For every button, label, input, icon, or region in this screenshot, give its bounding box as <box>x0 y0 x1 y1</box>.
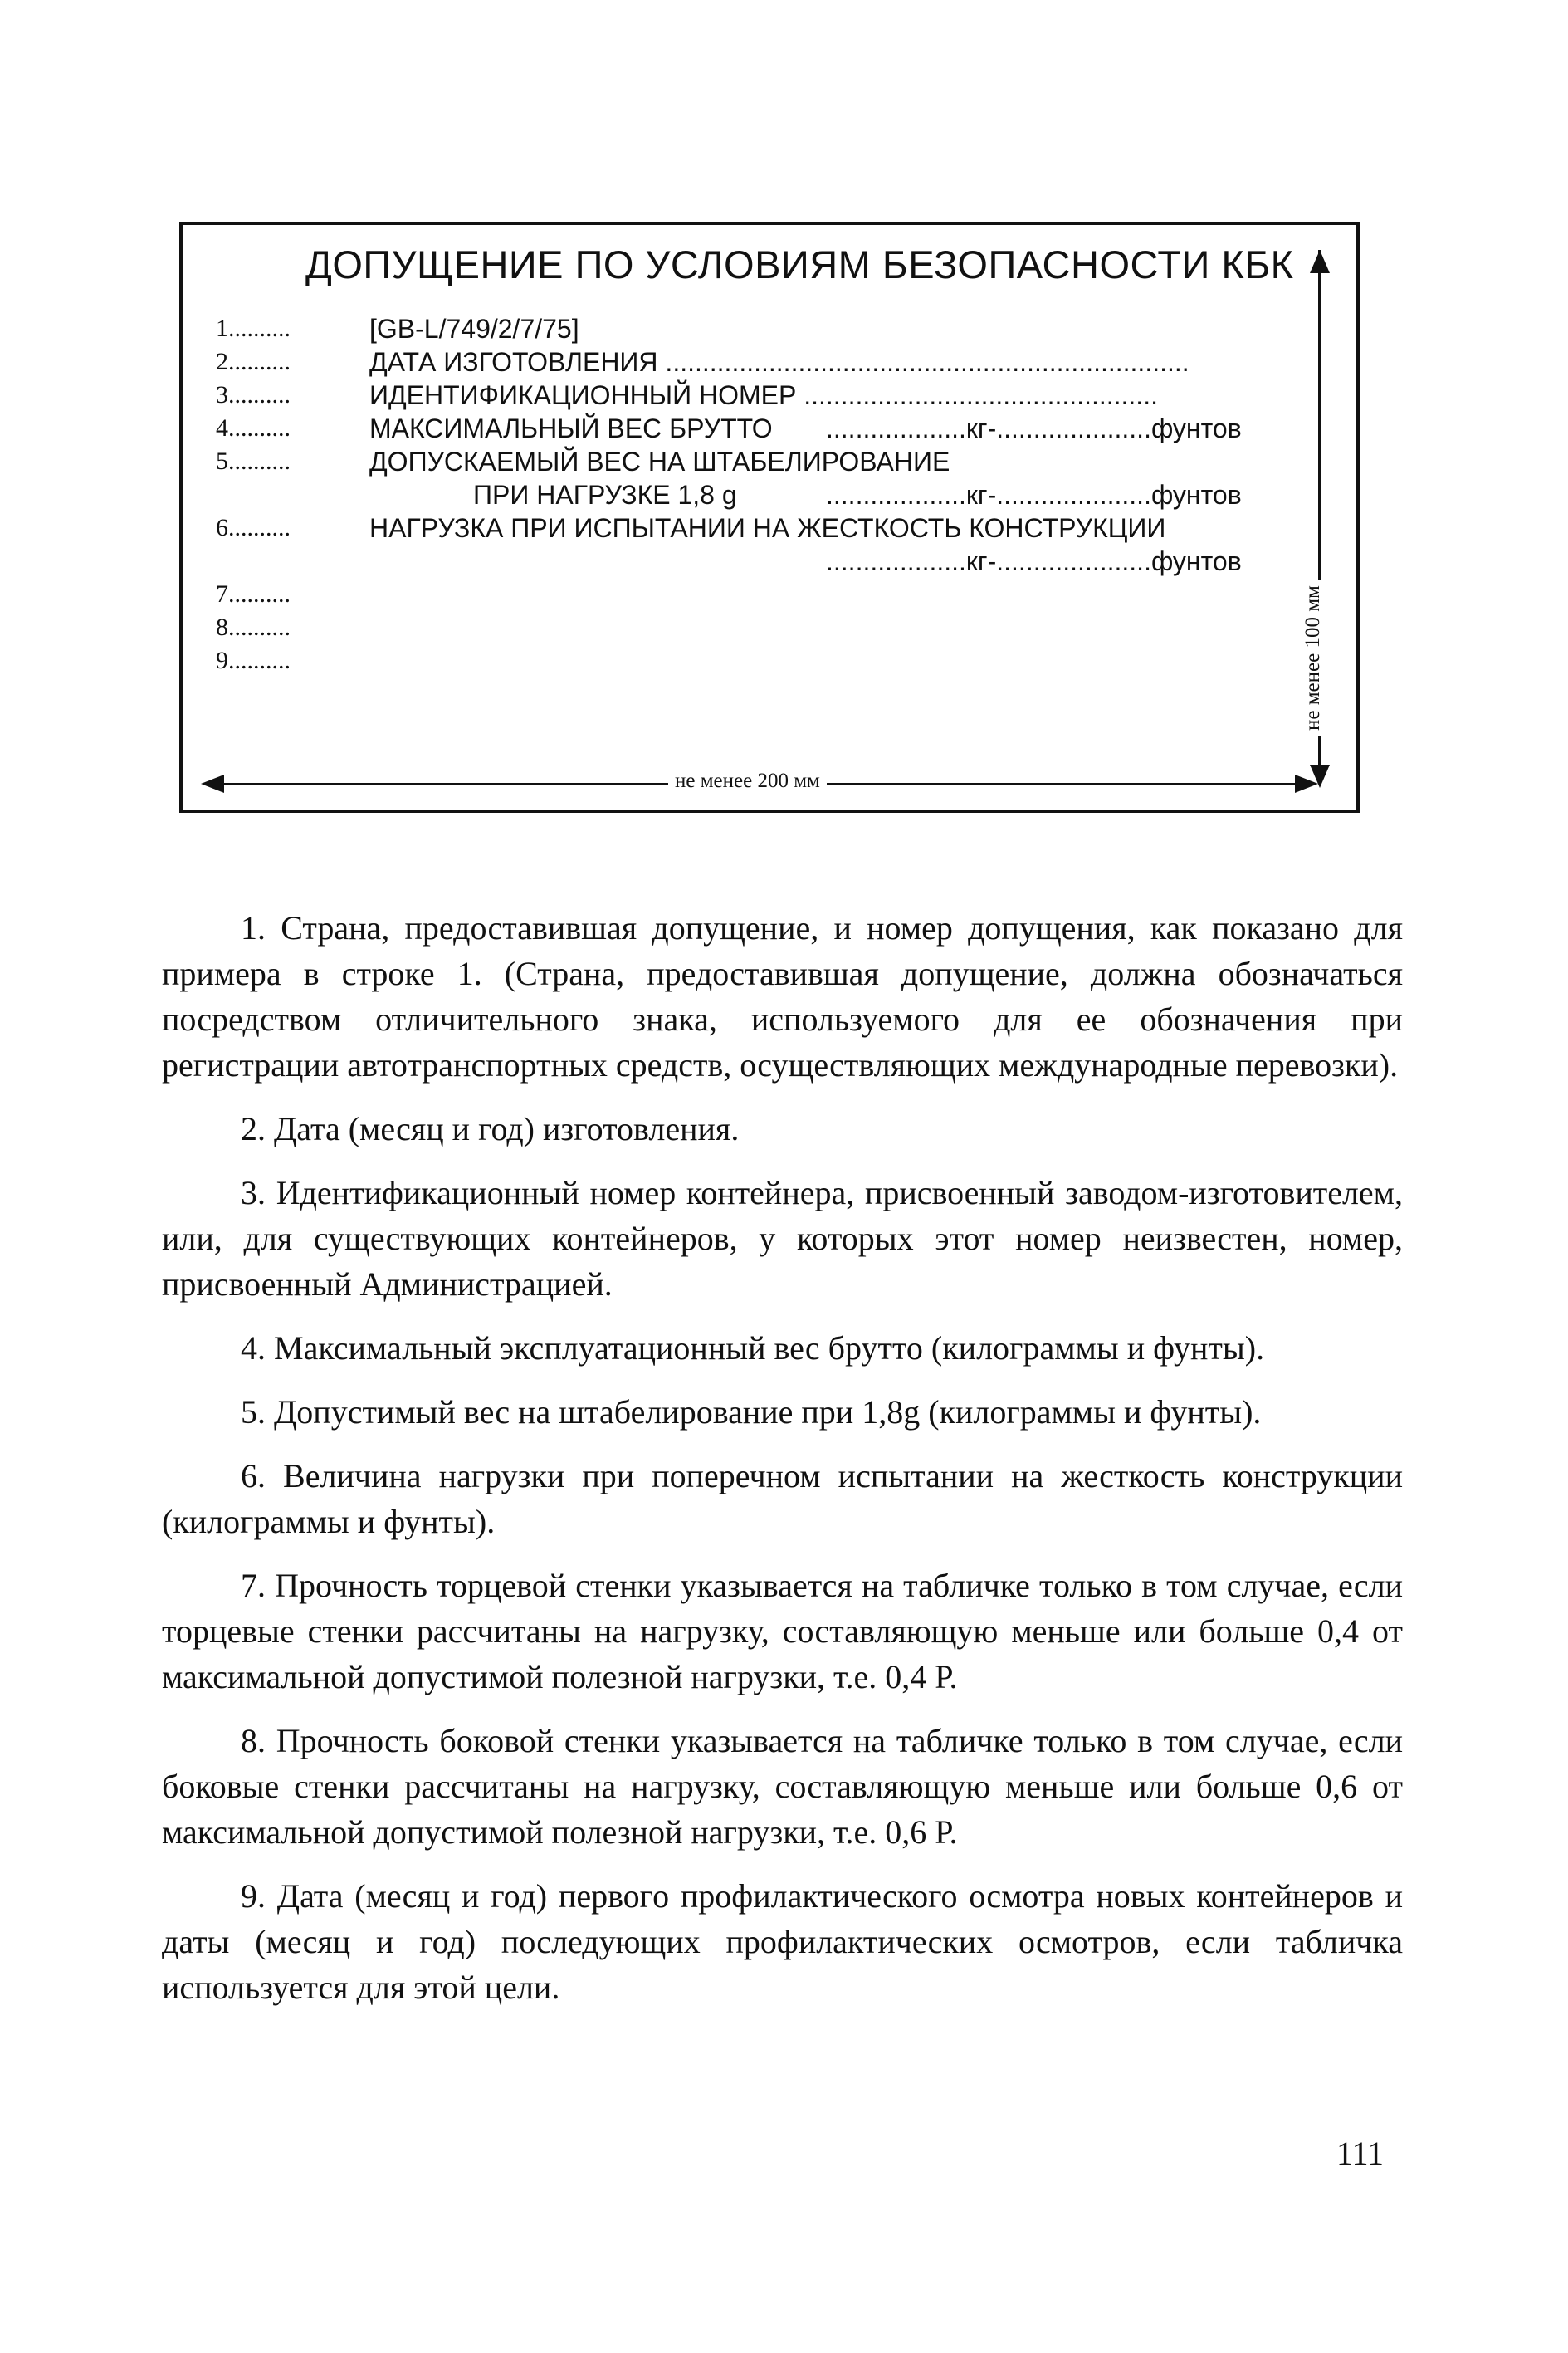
racking-test-load-field: НАГРУЗКА ПРИ ИСПЫТАНИИ НА ЖЕСТКОСТЬ КОНСТРУКЦИИ <box>369 513 1166 543</box>
line-number-9: 9.......... <box>216 647 291 674</box>
line-number-4: 4.......... <box>216 414 291 442</box>
line-number-1: 1.......... <box>216 315 291 342</box>
line-number-2: 2.......... <box>216 348 291 375</box>
approval-reference: [GB-L/749/2/7/75] <box>369 314 579 344</box>
stacking-load-label: ПРИ НАГРУЗКЕ 1,8 g <box>473 480 737 510</box>
max-gross-weight-units: ...................кг-.....................фунтов <box>826 413 1242 443</box>
arrow-left-icon <box>201 775 224 793</box>
racking-test-load-units: ...................кг-.....................фунтов <box>826 546 1242 576</box>
line-number-8: 8.......... <box>216 614 291 641</box>
page-number: 111 <box>1336 2135 1385 2172</box>
plate-title: ДОПУЩЕНИЕ ПО УСЛОВИЯМ БЕЗОПАСНОСТИ КБК <box>305 242 1294 286</box>
note-3: 3. Идентификационный номер контейнера, присвоенный заводом-изготовителем, или, для существующих контейнеров, у которых этот номер неизвестен, номер, присвоенный Администрацией. <box>162 1174 1403 1303</box>
manufacture-date-field: ДАТА ИЗГОТОВЛЕНИЯ ....................................................................... <box>369 347 1189 377</box>
height-dimension-label: не менее 100 мм <box>1302 580 1325 736</box>
note-4: 4. Максимальный эксплуатационный вес брутто (килограммы и фунты). <box>241 1329 1265 1367</box>
identification-number-field: ИДЕНТИФИКАЦИОННЫЙ НОМЕР ................................................ <box>369 380 1158 410</box>
note-8: 8. Прочность боковой стенки указывается на табличке только в том случае, если боковые стенки рассчитаны на нагрузку, составляющую меньше или больше 0,6 от максимальной допустимой полезной нагрузки, т.е. 0,6 Р. <box>162 1722 1403 1851</box>
note-7: 7. Прочность торцевой стенки указывается на табличке только в том случае, если торцевые стенки рассчитаны на нагрузку, составляющую меньше или больше 0,4 от максимальной допустимой полезной нагрузки, т.е. 0,4 Р. <box>162 1567 1403 1695</box>
stacking-weight-field: ДОПУСКАЕМЫЙ ВЕС НА ШТАБЕЛИРОВАНИЕ <box>369 447 950 477</box>
line-number-7: 7.......... <box>216 580 291 608</box>
stacking-weight-units: ...................кг-.....................фунтов <box>826 480 1242 510</box>
arrow-right-icon <box>1295 775 1318 793</box>
line-number-6: 6.......... <box>216 514 291 541</box>
note-1: 1. Страна, предоставившая допущение, и номер допущения, как показано для примера в строке 1. (Страна, предоставившая допущение, должна обозначаться посредством отличительного знака, используемого для ее обозначения при регистрации автотранспортных средств, осуществляющих международные перевозки). <box>162 909 1403 1084</box>
explanatory-notes <box>162 905 1403 2028</box>
max-gross-weight-field: МАКСИМАЛЬНЫЙ ВЕС БРУТТО <box>369 413 773 443</box>
note-9: 9. Дата (месяц и год) первого профилактического осмотра новых контейнеров и даты (месяц и год) последующих профилактических осмотров, если табличка используется для этой цели. <box>162 1877 1403 2006</box>
width-dimension-label: не менее 200 мм <box>668 770 827 793</box>
line-number-3: 3.......... <box>216 381 291 408</box>
note-5: 5. Допустимый вес на штабелирование при 1,8g (килограммы и фунты). <box>241 1393 1262 1431</box>
arrow-up-icon <box>1310 250 1330 273</box>
safety-approval-plate <box>179 222 1360 813</box>
note-2: 2. Дата (месяц и год) изготовления. <box>241 1110 740 1147</box>
note-6: 6. Величина нагрузки при поперечном испытании на жесткость конструкции (килограммы и фунты). <box>162 1457 1403 1540</box>
line-number-5: 5.......... <box>216 448 291 475</box>
